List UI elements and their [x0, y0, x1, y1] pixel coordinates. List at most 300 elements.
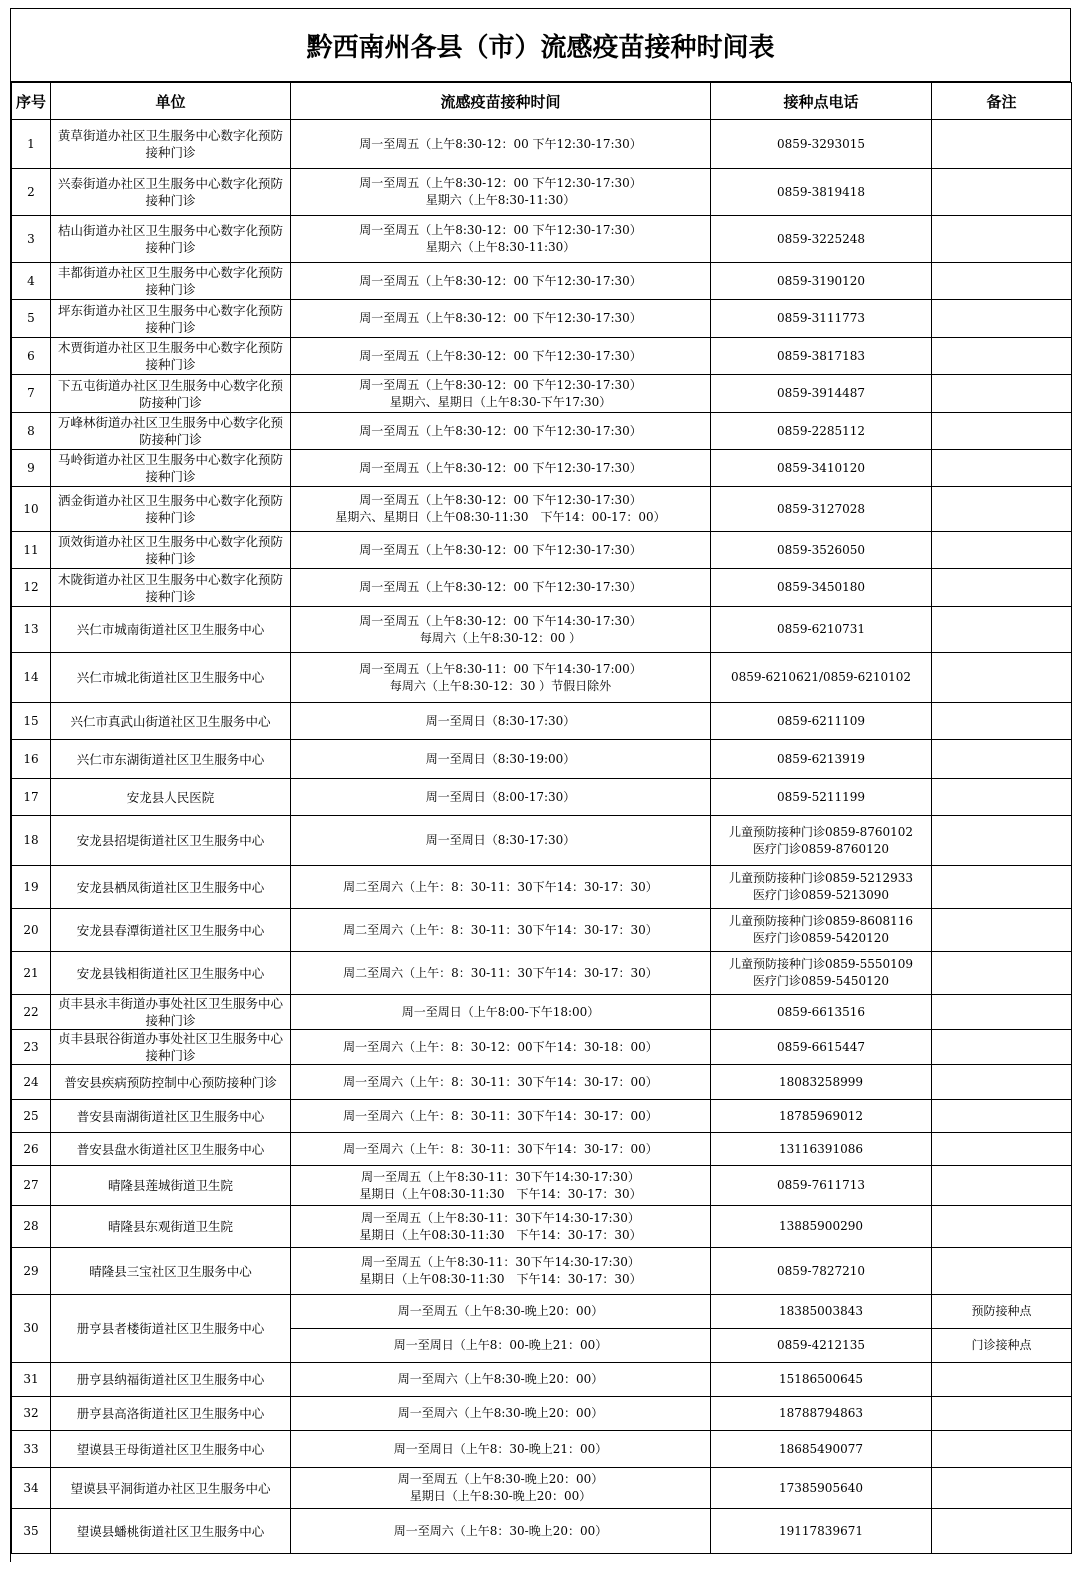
- row-time: [291, 1030, 711, 1065]
- row-time: [291, 532, 711, 569]
- row-note: [932, 216, 1072, 263]
- row-number: 20: [12, 909, 51, 952]
- row-phone-line: 18788794863: [779, 1406, 863, 1420]
- row-time-line: 周二至周六（上午：8：30-11：30下午14：30-17：30）: [343, 879, 658, 894]
- row-phone-line: 儿童预防接种门诊0859-8760102: [728, 824, 914, 839]
- table-row: [12, 816, 1072, 866]
- table-row: [12, 1133, 1072, 1166]
- row-time-line: 星期六、星期日（上午8:30-下午17:30）: [389, 394, 612, 409]
- row-time-line: 周一至周五（上午8:30-12：00 下午12:30-17:30）: [359, 136, 642, 151]
- row-time-line: 周一至周六（上午：8：30-11：30下午14：30-17：00）: [343, 1108, 658, 1123]
- header-no: 序号: [12, 83, 51, 120]
- row-number: 8: [12, 413, 51, 450]
- row-phone-line: 0859-3914487: [776, 386, 866, 400]
- row-note: [932, 375, 1072, 413]
- row-phone: [711, 263, 932, 300]
- row-time: [291, 169, 711, 216]
- row-number: 19: [12, 866, 51, 909]
- row-phone-line: 儿童预防接种门诊0859-8608116: [728, 914, 914, 928]
- row-phone: [711, 413, 932, 450]
- row-time: [291, 1431, 711, 1468]
- row-time-line: 周一至周五（上午8:30-12：00 下午12:30-17:30）: [359, 348, 642, 363]
- row-time-line: 周一至周六（上午8：30-晚上20：00）: [393, 1523, 608, 1538]
- table-row: [12, 375, 1072, 413]
- row-number: 14: [12, 653, 51, 703]
- row-time: [291, 1509, 711, 1554]
- row-time-line: 周一至周五（上午8:30-晚上20：00）: [397, 1472, 604, 1486]
- row-time-line: 周一至周日（上午8:00-下午18:00）: [401, 1004, 600, 1019]
- row-unit: 兴仁市城南街道社区卫生服务中心: [51, 607, 291, 653]
- row-note: [932, 487, 1072, 532]
- row-time-line: 每周六（上午8:30-12：30 ）节假日除外: [389, 678, 612, 693]
- table-row: [12, 866, 1072, 909]
- row-time: [291, 487, 711, 532]
- row-phone-line: 13885900290: [779, 1219, 863, 1233]
- row-phone-line: 0859-2285112: [776, 423, 866, 438]
- row-unit: 兴泰街道办社区卫生服务中心数字化预防接种门诊: [51, 169, 291, 216]
- row-time: [291, 338, 711, 375]
- table-row: [12, 1397, 1072, 1431]
- row-time-line: 周一至周五（上午8:30-12：00 下午12:30-17:30）: [359, 176, 642, 190]
- row-time: [291, 607, 711, 653]
- row-time-line: 周一至周五（上午8:30-12：00 下午12:30-17:30）: [359, 273, 642, 288]
- row-unit: 顶效街道办社区卫生服务中心数字化预防接种门诊: [51, 532, 291, 569]
- row-unit: 安龙县人民医院: [51, 779, 291, 816]
- row-time: [291, 1397, 711, 1431]
- table-row: [12, 1468, 1072, 1509]
- row-number: 1: [12, 120, 51, 169]
- row-note: [932, 532, 1072, 569]
- table-row: [12, 1363, 1072, 1397]
- header-row: [12, 83, 1072, 120]
- row-time-line: 周一至周日（8:30-19:00）: [425, 751, 576, 766]
- row-time-line: 周一至周日（8:30-17:30）: [425, 713, 576, 728]
- row-note: [932, 816, 1072, 866]
- row-note: [932, 995, 1072, 1030]
- row-phone: [711, 816, 932, 866]
- row-number: 29: [12, 1248, 51, 1295]
- row-phone-line: 0859-7827210: [776, 1263, 866, 1278]
- row-number: 3: [12, 216, 51, 263]
- row-phone: [711, 169, 932, 216]
- row-phone: [711, 120, 932, 169]
- row-phone: [711, 450, 932, 487]
- row-phone: [711, 1206, 932, 1248]
- row-phone: [711, 1397, 932, 1431]
- row-phone: [711, 909, 932, 952]
- row-time-line: 周一至周六（上午：8：30-11：30下午14：30-17：00）: [343, 1074, 658, 1089]
- row-phone: [711, 1030, 932, 1065]
- schedule-table: [11, 82, 1072, 1554]
- row-number: 16: [12, 740, 51, 779]
- row-note: [932, 952, 1072, 995]
- row-unit: 安龙县招堤街道社区卫生服务中心: [51, 816, 291, 866]
- row-phone-line: 0859-6213919: [776, 751, 866, 766]
- row-number: 30: [12, 1295, 51, 1363]
- row-phone-line: 0859-3817183: [776, 348, 866, 363]
- row-time-line: 周一至周五（上午8:30-12：00 下午12:30-17:30）: [359, 423, 642, 438]
- row-note: [932, 653, 1072, 703]
- row-phone: [711, 1295, 932, 1329]
- row-number: 34: [12, 1468, 51, 1509]
- row-number: 21: [12, 952, 51, 995]
- row-phone: [711, 216, 932, 263]
- row-unit: 万峰林街道办社区卫生服务中心数字化预防接种门诊: [51, 413, 291, 450]
- row-unit: 兴仁市真武山街道社区卫生服务中心: [51, 703, 291, 740]
- row-time-line: 周一至周五（上午8:30-12：00 下午12:30-17:30）: [359, 580, 642, 594]
- table-row: [12, 263, 1072, 300]
- schedule-sheet: [10, 8, 1071, 1562]
- table-row: [12, 703, 1072, 740]
- table-row: [12, 1248, 1072, 1295]
- row-time: [291, 263, 711, 300]
- row-unit: 册亨县者楼街道社区卫生服务中心: [51, 1295, 291, 1363]
- row-unit: 晴隆县东观街道卫生院: [51, 1206, 291, 1248]
- table-row: [12, 569, 1072, 607]
- row-number: 2: [12, 169, 51, 216]
- row-phone-line: 18685490077: [779, 1441, 863, 1456]
- row-time-line: 周一至周五（上午8:30-11：00 下午14:30-17:00）: [359, 661, 642, 676]
- row-phone-line: 0859-6615447: [776, 1039, 866, 1054]
- row-time-line: 周一至周日（上午8：00-晚上21：00）: [393, 1338, 608, 1352]
- table-row: [12, 1431, 1072, 1468]
- table-row: [12, 740, 1072, 779]
- row-time: [291, 909, 711, 952]
- row-time: [291, 653, 711, 703]
- row-time: [291, 569, 711, 607]
- row-phone-line: 医疗门诊0859-5213090: [752, 888, 890, 902]
- row-phone-line: 0859-3410120: [776, 460, 866, 475]
- row-number: 13: [12, 607, 51, 653]
- table-row: [12, 413, 1072, 450]
- row-number: 7: [12, 375, 51, 413]
- row-note: [932, 569, 1072, 607]
- row-phone-line: 医疗门诊0859-5420120: [752, 931, 890, 945]
- row-phone: [711, 1363, 932, 1397]
- row-unit: 晴隆县莲城街道卫生院: [51, 1166, 291, 1206]
- row-phone: [711, 1133, 932, 1166]
- row-phone-line: 0859-6210621/0859-6210102: [730, 670, 912, 684]
- table-row: [12, 338, 1072, 375]
- row-unit: 木陇街道办社区卫生服务中心数字化预防接种门诊: [51, 569, 291, 607]
- row-number: 25: [12, 1100, 51, 1133]
- row-phone-line: 18385003843: [779, 1304, 863, 1318]
- row-time: [291, 1133, 711, 1166]
- row-phone-line: 0859-6211109: [776, 713, 866, 728]
- table-row: [12, 1030, 1072, 1065]
- row-unit: 木贾街道办社区卫生服务中心数字化预防接种门诊: [51, 338, 291, 375]
- table-row: [12, 952, 1072, 995]
- row-note: [932, 866, 1072, 909]
- row-time: [291, 1100, 711, 1133]
- row-number: 35: [12, 1509, 51, 1554]
- row-phone: [711, 1431, 932, 1468]
- page-title: 黔西南州各县（市）流感疫苗接种时间表: [11, 9, 1071, 82]
- row-phone-line: 0859-3111773: [776, 311, 866, 325]
- row-phone: [711, 995, 932, 1030]
- row-number: 28: [12, 1206, 51, 1248]
- row-unit: 普安县盘水街道社区卫生服务中心: [51, 1133, 291, 1166]
- row-note: [932, 1248, 1072, 1295]
- row-number: 12: [12, 569, 51, 607]
- row-unit: 望谟县平洞街道办社区卫生服务中心: [51, 1468, 291, 1509]
- row-note: [932, 1133, 1072, 1166]
- row-note: [932, 169, 1072, 216]
- row-note: [932, 1509, 1072, 1554]
- row-time-line: 周一至周五（上午8:30-11：30下午14:30-17:30）: [361, 1169, 640, 1184]
- row-time: [291, 1295, 711, 1329]
- row-number: 27: [12, 1166, 51, 1206]
- row-time: [291, 1468, 711, 1509]
- row-unit: 下五屯街道办社区卫生服务中心数字化预防接种门诊: [51, 375, 291, 413]
- row-time-line: 周一至周五（上午8:30-12：00 下午12:30-17:30）: [359, 542, 642, 557]
- row-unit: 坪东街道办社区卫生服务中心数字化预防接种门诊: [51, 300, 291, 338]
- row-number: 10: [12, 487, 51, 532]
- row-phone-line: 17385905640: [779, 1480, 863, 1495]
- row-time: [291, 866, 711, 909]
- row-phone-line: 13116391086: [779, 1141, 863, 1156]
- row-time: [291, 816, 711, 866]
- row-time-line: 星期日（上午08:30-11:30 下午14：30-17：30）: [359, 1227, 642, 1242]
- row-phone: [711, 300, 932, 338]
- row-phone: [711, 1468, 932, 1509]
- row-time-line: 星期六（上午8:30-11:30）: [425, 240, 576, 254]
- row-phone: [711, 1248, 932, 1295]
- row-phone-line: 0859-3190120: [776, 273, 866, 288]
- row-time-line: 周一至周五（上午8:30-12：00 下午12:30-17:30）: [359, 311, 642, 325]
- row-time-line: 周一至周六（上午8:30-晚上20：00）: [397, 1406, 604, 1420]
- table-row: [12, 169, 1072, 216]
- row-note: [932, 1206, 1072, 1248]
- row-unit: 贞丰县珉谷街道办事处社区卫生服务中心接种门诊: [51, 1030, 291, 1065]
- row-phone-line: 医疗门诊0859-5450120: [752, 974, 890, 988]
- row-unit: 洒金街道办社区卫生服务中心数字化预防接种门诊: [51, 487, 291, 532]
- row-unit: 普安县南湖街道社区卫生服务中心: [51, 1100, 291, 1133]
- row-note: [932, 300, 1072, 338]
- row-note: [932, 1030, 1072, 1065]
- row-phone: [711, 487, 932, 532]
- table-row: [12, 1166, 1072, 1206]
- row-phone: [711, 1100, 932, 1133]
- row-unit: 望谟县王母街道社区卫生服务中心: [51, 1431, 291, 1468]
- row-time-line: 周一至周六（上午8:30-晚上20：00）: [397, 1372, 604, 1386]
- row-phone: [711, 653, 932, 703]
- row-note: [932, 413, 1072, 450]
- row-note: [932, 1100, 1072, 1133]
- row-phone-line: 0859-3225248: [776, 231, 866, 246]
- row-number: 17: [12, 779, 51, 816]
- row-unit: 安龙县栖凤街道社区卫生服务中心: [51, 866, 291, 909]
- row-phone-line: 0859-3819418: [776, 184, 866, 199]
- row-time: [291, 413, 711, 450]
- row-time-line: 星期日（上午8:30-晚上20：00）: [409, 1489, 592, 1503]
- row-note: [932, 607, 1072, 653]
- row-note: [932, 779, 1072, 816]
- row-time: [291, 1363, 711, 1397]
- row-phone-line: 0859-3526050: [776, 542, 866, 557]
- row-number: 31: [12, 1363, 51, 1397]
- row-time-line: 星期六、星期日（上午08:30-11:30 下午14：00-17：00）: [335, 510, 666, 524]
- row-time: [291, 1329, 711, 1363]
- row-time: [291, 952, 711, 995]
- row-phone: [711, 1329, 932, 1363]
- table-row: [12, 120, 1072, 169]
- row-number: 9: [12, 450, 51, 487]
- row-time: [291, 1065, 711, 1100]
- row-unit: 黄草街道办社区卫生服务中心数字化预防接种门诊: [51, 120, 291, 169]
- row-phone-line: 15186500645: [779, 1372, 863, 1386]
- row-phone-line: 0859-3127028: [776, 501, 866, 516]
- table-row: [12, 532, 1072, 569]
- table-row: [12, 300, 1072, 338]
- row-note: [932, 1468, 1072, 1509]
- row-phone: [711, 375, 932, 413]
- row-time: [291, 703, 711, 740]
- row-time-line: 周一至周六（上午：8：30-12：00下午14：30-18：00）: [343, 1039, 658, 1054]
- row-time: [291, 995, 711, 1030]
- row-time: [291, 300, 711, 338]
- row-time-line: 周一至周五（上午8:30-12：00 下午14:30-17:30）: [359, 613, 642, 628]
- row-time-line: 星期六（上午8:30-11:30）: [425, 193, 576, 207]
- table-row: [12, 995, 1072, 1030]
- table-row: [12, 1509, 1072, 1554]
- row-unit: 晴隆县三宝社区卫生服务中心: [51, 1248, 291, 1295]
- row-phone: [711, 740, 932, 779]
- row-note: [932, 1397, 1072, 1431]
- table-row: [12, 1206, 1072, 1248]
- row-note: [932, 338, 1072, 375]
- table-row: [12, 216, 1072, 263]
- row-phone: [711, 338, 932, 375]
- table-row: [12, 607, 1072, 653]
- row-unit: 册亨县高洛街道社区卫生服务中心: [51, 1397, 291, 1431]
- row-phone: [711, 607, 932, 653]
- row-note: [932, 909, 1072, 952]
- row-phone-line: 0859-6210731: [776, 622, 866, 636]
- row-note: [932, 120, 1072, 169]
- row-phone-line: 0859-7611713: [776, 1178, 866, 1192]
- row-time: [291, 216, 711, 263]
- row-phone: [711, 779, 932, 816]
- row-phone-line: 19117839671: [779, 1523, 863, 1538]
- row-time: [291, 779, 711, 816]
- row-unit: 马岭街道办社区卫生服务中心数字化预防接种门诊: [51, 450, 291, 487]
- row-phone-line: 0859-3293015: [776, 136, 866, 151]
- row-phone-line: 0859-6613516: [776, 1004, 866, 1019]
- row-note: 预防接种点: [932, 1295, 1072, 1329]
- row-time-line: 星期日（上午08:30-11:30 下午14：30-17：30）: [359, 1186, 642, 1201]
- header-note: 备注: [932, 83, 1072, 120]
- table-row: [12, 450, 1072, 487]
- row-time: [291, 1206, 711, 1248]
- row-unit: 兴仁市东湖街道社区卫生服务中心: [51, 740, 291, 779]
- row-unit: 丰都街道办社区卫生服务中心数字化预防接种门诊: [51, 263, 291, 300]
- row-note: [932, 1065, 1072, 1100]
- row-note: [932, 1431, 1072, 1468]
- row-phone: [711, 569, 932, 607]
- row-time-line: 周一至周日（8:30-17:30）: [425, 833, 576, 847]
- row-time-line: 周一至周五（上午8:30-12：00 下午12:30-17:30）: [359, 460, 642, 475]
- row-phone-line: 儿童预防接种门诊0859-5212933: [728, 871, 914, 885]
- header-phone: 接种点电话: [711, 83, 932, 120]
- row-number: 18: [12, 816, 51, 866]
- row-time-line: 周一至周五（上午8:30-12：00 下午12:30-17:30）: [359, 493, 642, 507]
- table-row: [12, 653, 1072, 703]
- row-unit: 册亨县纳福街道社区卫生服务中心: [51, 1363, 291, 1397]
- row-time-line: 周一至周六（上午：8：30-11：30下午14：30-17：00）: [343, 1141, 658, 1156]
- table-row: [12, 1100, 1072, 1133]
- row-phone-line: 医疗门诊0859-8760120: [752, 841, 890, 856]
- row-phone: [711, 1166, 932, 1206]
- row-number: 5: [12, 300, 51, 338]
- row-time-line: 周一至周日（8:00-17:30）: [425, 789, 576, 804]
- row-note: [932, 450, 1072, 487]
- row-time-line: 周一至周五（上午8:30-11：30下午14:30-17:30）: [361, 1255, 640, 1269]
- row-time: [291, 1166, 711, 1206]
- row-time-line: 每周六（上午8:30-12：00 ）: [419, 630, 582, 645]
- row-number: 11: [12, 532, 51, 569]
- row-unit: 望谟县蟠桃街道社区卫生服务中心: [51, 1509, 291, 1554]
- row-time: [291, 740, 711, 779]
- row-number: 26: [12, 1133, 51, 1166]
- header-unit: 单位: [51, 83, 291, 120]
- row-phone-line: 儿童预防接种门诊0859-5550109: [728, 957, 914, 971]
- row-number: 6: [12, 338, 51, 375]
- row-unit: 兴仁市城北街道社区卫生服务中心: [51, 653, 291, 703]
- table-row: [12, 779, 1072, 816]
- row-phone: [711, 952, 932, 995]
- row-number: 32: [12, 1397, 51, 1431]
- table-row: [12, 1295, 1072, 1329]
- table-row: [12, 1065, 1072, 1100]
- row-unit: 贞丰县永丰街道办事处社区卫生服务中心接种门诊: [51, 995, 291, 1030]
- table-row: [12, 909, 1072, 952]
- row-unit: 安龙县春潭街道社区卫生服务中心: [51, 909, 291, 952]
- row-time-line: 周一至周五（上午8:30-12：00 下午12:30-17:30）: [359, 223, 642, 237]
- row-time-line: 周一至周五（上午8:30-12：00 下午12:30-17:30）: [359, 377, 642, 392]
- row-time-line: 周一至周五（上午8:30-11：30下午14:30-17:30）: [361, 1210, 640, 1225]
- row-phone-line: 0859-3450180: [776, 580, 866, 594]
- row-number: 33: [12, 1431, 51, 1468]
- row-note: [932, 703, 1072, 740]
- row-unit: 安龙县钱相街道社区卫生服务中心: [51, 952, 291, 995]
- row-phone: [711, 532, 932, 569]
- row-time: [291, 375, 711, 413]
- row-number: 4: [12, 263, 51, 300]
- row-phone: [711, 866, 932, 909]
- row-time-line: 周二至周六（上午：8：30-11：30下午14：30-17：30）: [343, 965, 658, 980]
- row-phone-line: 18785969012: [779, 1108, 863, 1123]
- row-unit: 普安县疾病预防控制中心预防接种门诊: [51, 1065, 291, 1100]
- row-time: [291, 120, 711, 169]
- row-note: [932, 1363, 1072, 1397]
- row-time-line: 周一至周日（上午8：30-晚上21：00）: [393, 1441, 608, 1456]
- row-phone-line: 0859-4212135: [776, 1338, 866, 1352]
- row-number: 24: [12, 1065, 51, 1100]
- row-note: [932, 740, 1072, 779]
- row-number: 15: [12, 703, 51, 740]
- row-phone: [711, 1509, 932, 1554]
- row-note: 门诊接种点: [932, 1329, 1072, 1363]
- header-time: 流感疫苗接种时间: [291, 83, 711, 120]
- row-time-line: 星期日（上午08:30-11:30 下午14：30-17：30）: [359, 1272, 642, 1286]
- row-time: [291, 450, 711, 487]
- row-time-line: 周一至周五（上午8:30-晚上20：00）: [397, 1304, 604, 1318]
- row-phone: [711, 1065, 932, 1100]
- table-row: [12, 487, 1072, 532]
- row-phone-line: 18083258999: [779, 1074, 863, 1089]
- row-note: [932, 263, 1072, 300]
